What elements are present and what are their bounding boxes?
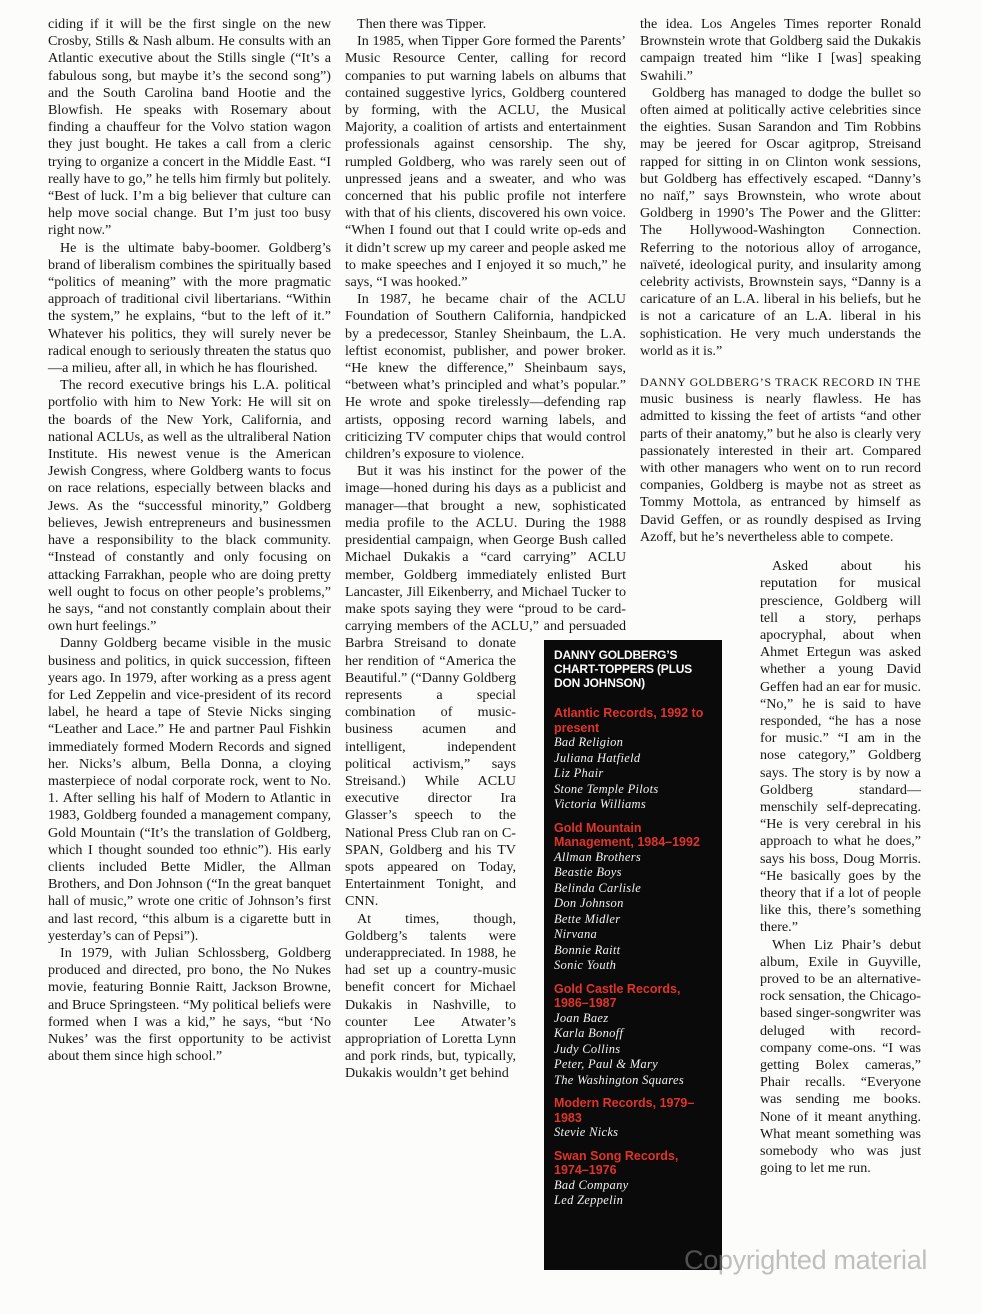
sidebar-artist-item: Karla Bonoff	[554, 1026, 624, 1040]
chart-toppers-sidebar	[544, 640, 722, 1270]
sidebar-section-heading: Swan Song Records, 1974–1976	[554, 1148, 679, 1177]
paragraph: Danny Goldberg became visible in the music business and politics, in quick succession, fifteen years ago. In 1979, after working as a press agent for Led Zeppelin and vice-president of its record label, he heard a tape of Stevie Nicks singing “Leather and Lace.” He and partner Paul Fishkin immediately formed Modern Records and signed her. Nicks’s album, Bella Donna, a cloying masterpiece of nodal corporate rock, went to No. 1. After selling his half of Modern to Atlantic in 1983, Goldberg founded a management company, Gold Mountain (“It’s the translation of Goldberg, which I thought sounded too ethnic”). His early clients included Bette Midler, the Allman Brothers, and Don Johnson (“In the great banquet hall of music,” wrote one critic of Johnson’s first and last record, “this album is a cigarette butt in yesterday’s can of Pepsi”).	[48, 635, 331, 944]
paragraph: Asked about his reputation for musical prescience, Goldberg will tell a story, perhaps apocryphal, about when Ahmet Ertegun was asked whether a young David Geffen had an ear for music. “No,” he is said to have responded, “he has a nose for music.” “I am in the nose category,” Goldberg says. The story is by now a Goldberg standard—menschily self-deprecating. “He is very cerebral in his approach to what he does,” says his boss, Doug Morris. “He basically goes by the theory that if a lot of people like this, there’s something there.”	[760, 558, 921, 936]
sidebar-artist-item: Judy Collins	[554, 1041, 621, 1056]
copyright-watermark: Copyrighted material	[684, 1245, 928, 1275]
sidebar-artist-item: Nirvana	[554, 927, 598, 941]
sidebar-artist-item: Sonic Youth	[554, 958, 617, 972]
paragraph-text: music business is nearly flawless. He has admitted to kissing the feet of artists “and other parts of their anatomy,” but he also is clearly very passionately interested in their art. Compared with other managers who went on to run record companies, Goldberg is maybe not as street as Tommy Mottola, as entranced by himself as David Geffen, or as roundly despised as Irving Azoff, but he’s nevertheless able to compete.	[640, 391, 921, 545]
paragraph: But it was his instinct for the power of the image—honed during his days as a publicist and manager—that brought a new, sophisticated media profile to the ACLU. During the 1988 presidential campaign, when George Bush called Michael Dukakis a “card carrying” ACLU member, Goldberg immediately enlisted Burt Lancaster, Jill Eikenberry, and Michael Tucker to make spots saying they were “proud to be card-carrying members of the ACLU,” and persuaded Barbra Streisand to donate her rendition of “America the Beautiful.” (“Danny Goldberg represents a special combination of music-business acumen and intelligent, independent political activism,” says Streisand.) While ACLU executive director Ira Glasser’s speech to the National Press Club ran on C-SPAN, Goldberg and his TV spots appeared on Today, Entertainment Tonight, and CNN.	[345, 463, 626, 910]
sidebar-artist-item: Liz Phair	[554, 766, 604, 780]
paragraph: At times, though, Goldberg’s talents were underappreciated. In 1988, he had set up a country-music benefit concert for Michael Dukakis in Nashville, to counter Lee Atwater’s appropriation of Loretta Lynn and pork rinds, but, typically, Dukakis wouldn’t get behind	[345, 910, 516, 1082]
sidebar-artist-item: Led Zeppelin	[554, 1193, 624, 1207]
paragraph: In 1979, with Julian Schlossberg, Goldberg produced and directed, pro bono, the No Nukes movie, featuring Bonnie Raitt, Jackson Browne, and Bruce Springsteen. “My political beliefs were formed when I was a kid,” he says, “but ‘No Nukes’ was the first opportunity to be activist about them since high school.”	[48, 944, 331, 1065]
paragraph: the idea. Los Angeles Times reporter Ronald Brownstein wrote that Goldberg said the Dukakis campaign treated him “like I [was] speaking Swahili.”	[640, 16, 921, 84]
sidebar-title: DANNY GOLDBERG’S CHART-TOPPERS (PLUS DON JOHNSON)	[554, 648, 692, 690]
sidebar-sections	[554, 706, 714, 1209]
sidebar-artist-item: The Washington Squares	[554, 1072, 684, 1087]
sidebar-artist-item: Bad Religion	[554, 735, 624, 749]
section-lead-paragraph	[640, 374, 921, 546]
sidebar-section-heading: Gold Castle Records, 1986–1987	[554, 981, 681, 1010]
paragraph: Then there was Tipper.	[357, 16, 487, 32]
sidebar-artist-item: Bonnie Raitt	[554, 942, 621, 957]
paragraph: The record executive brings his L.A. political portfolio with him to New York: He will sit on the boards of the New York, California, and national ACLUs, as well as the ultraliberal Nation Institute. His newest venue is the American Jewish Congress, where Goldberg wants to focus on race relations, especially between blacks and Jews. As the “successful minority,” Goldberg believes, Jewish entrepreneurs and businessmen have a responsibility to the black community. “Instead of constantly and only focusing on attacking Farrakhan, people who are doing pretty well ought to focus on other people’s problems,” he says, “and not constantly complain about their own hurt feelings.”	[48, 377, 331, 635]
article-column-1	[48, 16, 331, 1065]
sidebar-artist-item: Don Johnson	[554, 896, 624, 910]
sidebar-artist-item: Bad Company	[554, 1177, 629, 1192]
sidebar-artist-item: Victoria Williams	[554, 797, 647, 811]
sidebar-artist-item: Peter, Paul & Mary	[554, 1057, 658, 1071]
paragraph: ciding if it will be the first single on the new Crosby, Stills & Nash album. He consults with an Atlantic executive about the Stills single (“It’s a fabulous song, but maybe it’s the second song”) and the South Carolina band Hootie and the Blowfish. He speaks with Rosemary about finding a chauffeur for the Volvo station wagon they just bought. He takes a call from a cleric trying to organize a concert in the Middle East. “I really have to go,” he tells him firmly but politely. “Best of luck. I’m a big believer that culture can help move social change. But I’m just too busy right now.”	[48, 16, 331, 239]
paragraph: In 1985, when Tipper Gore formed the Parents’ Music Resource Center, calling for record companies to put warning labels on albums that contained suggestive lyrics, Goldberg countered by forming, with the ACLU, the Musical Majority, a coalition of artists and entertainment professionals against censorship. The shy, rumpled Goldberg, who was rarely seen out of unpressed jeans and a sweater, and who was concerned that his public profile not interfere with that of his clients, discovered his own voice. “When I found out that I could write op-eds and it didn’t screw up my career and people asked me to make speeches and I enjoyed it so much,” he says, “I was hooked.”	[345, 33, 626, 291]
sidebar-artist-item: Belinda Carlisle	[554, 880, 642, 895]
sidebar-artist-item: Bette Midler	[554, 911, 621, 926]
paragraph: He is the ultimate baby-boomer. Goldberg’s brand of liberalism combines the spiritually based “politics of meaning” with the more pragmatic approach of traditional civil libertarians. “Within the system,” he explains, “but to the left of it.” Whatever his politics, they will surely never be radical enough to seriously threaten the status quo—a milieu, after all, in which he has flourished.	[48, 239, 331, 377]
sidebar-section-heading: Atlantic Records, 1992 to present	[554, 706, 704, 735]
sidebar-section-heading: Gold Mountain Management, 1984–1992	[554, 820, 700, 849]
section-lead-caps: DANNY GOLDBERG’S TRACK RECORD IN THE	[640, 375, 921, 390]
sidebar-artist-item: Allman Brothers	[554, 849, 642, 864]
paragraph: When Liz Phair’s debut album, Exile in Guyville, proved to be an alternative-rock sensation, the Chicago-based singer-songwriter was deluged with record-company come-ons. “I was getting Bolex cameras,” Phair recalls. “Everyone was sending me books. None of it meant anything. What meant something was somebody who was just going to let me run.	[760, 936, 921, 1177]
sidebar-artist-item: Stevie Nicks	[554, 1125, 619, 1139]
sidebar-section-heading: Modern Records, 1979–1983	[554, 1096, 695, 1125]
paragraph: Goldberg has managed to dodge the bullet so often aimed at politically active celebrities since the eighties. Susan Sarandon and Tim Robbins may be jeered for Oscar agitprop, Streisand rapped for sitting in on Clinton wonk sessions, but Goldberg has effectively escaped. “Danny’s no naïf,” says Brownstein, who wrote about Goldberg in 1990’s The Power and the Glitter: The Hollywood-Washington Connection. Referring to the notorious alloy of arrogance, naïveté, ideological purity, and insularity among celebrity activists, Brownstein says, “Danny is a caricature of an L.A. liberal in his beliefs, but he is not a caricature of an L.A. liberal in his sophistication. He very much understands the world as it is.”	[640, 84, 921, 359]
sidebar-artist-item: Beastie Boys	[554, 865, 622, 879]
sidebar-artist-item: Juliana Hatfield	[554, 750, 641, 765]
sidebar-artist-item: Stone Temple Pilots	[554, 781, 659, 796]
paragraph: In 1987, he became chair of the ACLU Foundation of Southern California, handpicked by a predecessor, Stanley Sheinbaum, the L.A. leftist economist, publisher, and power broker. “He knew the difference,” Sheinbaum says, “between what’s principled and what’s popular.” He wrote and spoke tirelessly—defending rap artists, opposing record warning labels, and criticizing TV computer chips that would control children’s exposure to violence.	[345, 291, 626, 463]
sidebar-artist-item: Joan Baez	[554, 1010, 609, 1025]
